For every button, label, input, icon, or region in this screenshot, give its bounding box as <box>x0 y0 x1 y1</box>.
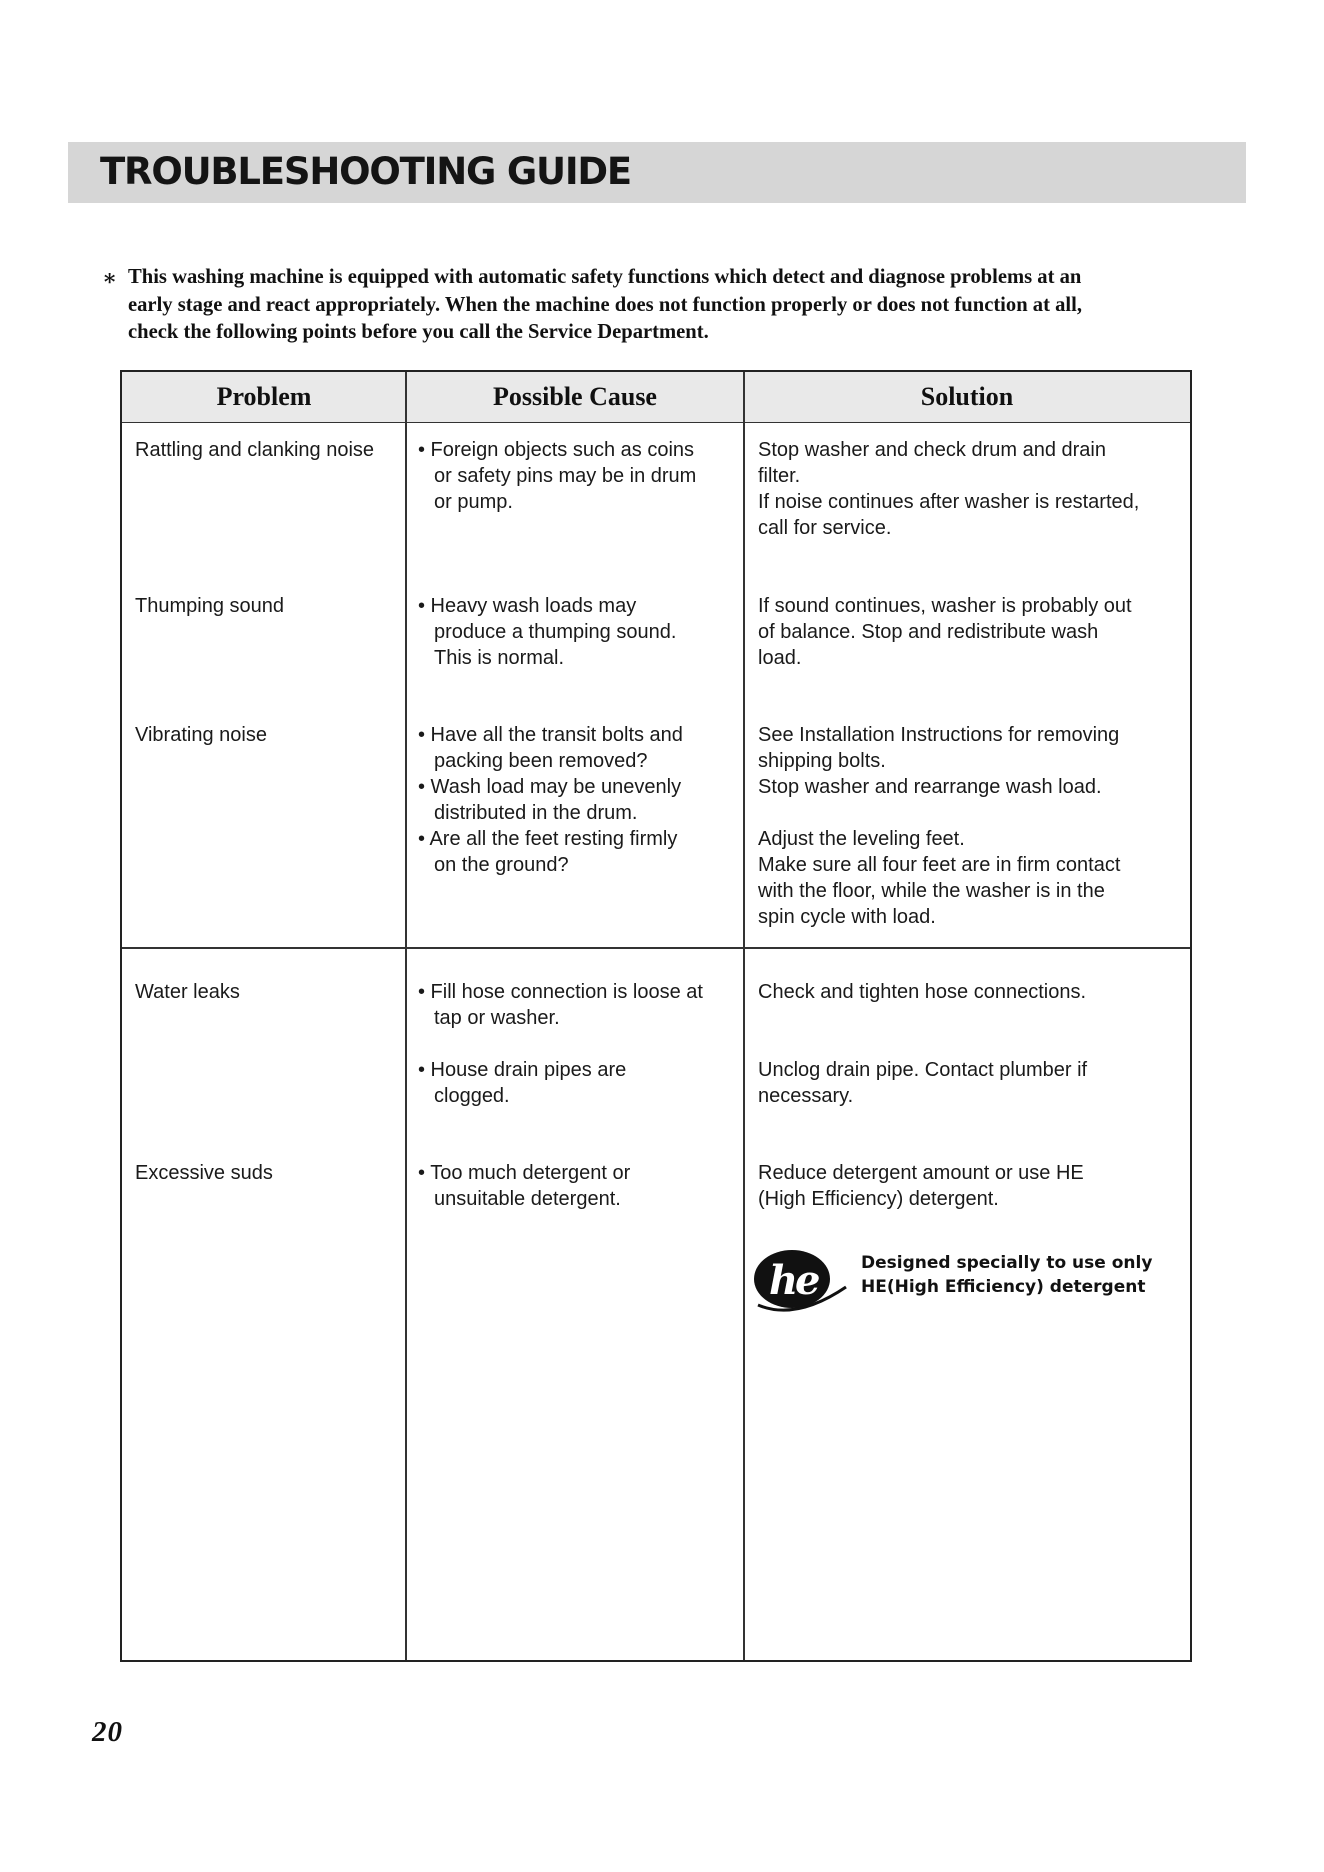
asterisk-icon: ∗ <box>102 265 118 290</box>
he-badge-text: Designed specially to use only HE(High Efficiency) detergent <box>861 1253 1153 1297</box>
solution-cell: See Installation Instructions for removing shipping bolts. Stop washer and rearrange wash load. Adjust the leveling feet. Make sure all four feet are in firm contact with the floor, while the washer is in the spin cycle with load. <box>758 724 1121 928</box>
he-logo-icon <box>752 1245 848 1317</box>
cause-item: • Too much detergent or unsuitable detergent. <box>418 1162 631 1210</box>
header-problem: Problem <box>216 382 312 411</box>
solution-cell: Unclog drain pipe. Contact plumber if necessary. <box>758 1059 1088 1107</box>
cause-item: • House drain pipes are clogged. <box>418 1059 627 1107</box>
problem-cell: Excessive suds <box>135 1162 273 1184</box>
header-possible-cause: Possible Cause <box>493 382 657 411</box>
title-band <box>68 142 1246 203</box>
troubleshooting-table <box>120 370 1192 1662</box>
column-divider <box>743 372 745 1660</box>
cause-cell <box>418 722 683 878</box>
column-divider <box>405 372 407 1660</box>
solution-cell: Check and tighten hose connections. <box>758 981 1086 1003</box>
cause-cell <box>418 437 696 515</box>
intro-line: early stage and react appropriately. When the machine does not function properly or does not function at all, <box>128 293 1082 316</box>
cause-item: • Wash load may be unevenly distributed in the drum. <box>418 776 682 824</box>
header-solution: Solution <box>920 382 1014 411</box>
cause-item: • Fill hose connection is loose at tap or washer. <box>418 981 703 1029</box>
problem-cell: Rattling and clanking noise <box>135 439 375 461</box>
svg-text:e: e <box>795 1257 821 1304</box>
table-header <box>122 372 1190 423</box>
solution-cell: Reduce detergent amount or use HE (High Efficiency) detergent. <box>758 1162 1084 1210</box>
page-title: TROUBLESHOOTING GUIDE <box>100 150 631 193</box>
cause-item: • Heavy wash loads may produce a thumping sound. This is normal. <box>418 595 677 669</box>
intro-line: This washing machine is equipped with automatic safety functions which detect and diagnose problems at an <box>128 266 1082 288</box>
problem-cell: Water leaks <box>135 981 240 1003</box>
cause-cell <box>418 979 703 1031</box>
cause-item: • Foreign objects such as coins or safety pins may be in drum or pump. <box>418 439 697 513</box>
solution-cell: If sound continues, washer is probably out of balance. Stop and redistribute wash load. <box>758 595 1132 669</box>
row-divider <box>122 947 1190 949</box>
cause-cell <box>418 593 676 671</box>
svg-text:h: h <box>769 1257 799 1304</box>
intro-line: check the following points before you call the Service Department. <box>128 321 709 343</box>
page-number: 20 <box>92 1716 123 1748</box>
cause-cell <box>418 1057 626 1109</box>
cause-item: • Have all the transit bolts and packing been removed? <box>418 724 683 772</box>
solution-cell: Stop washer and check drum and drain filter. If noise continues after washer is restarted, call for service. <box>758 439 1140 539</box>
cause-cell <box>418 1160 630 1212</box>
problem-cell: Vibrating noise <box>135 724 267 746</box>
problem-cell: Thumping sound <box>135 595 284 617</box>
cause-item: • Are all the feet resting firmly on the ground? <box>418 828 678 876</box>
intro-note <box>102 264 1252 347</box>
